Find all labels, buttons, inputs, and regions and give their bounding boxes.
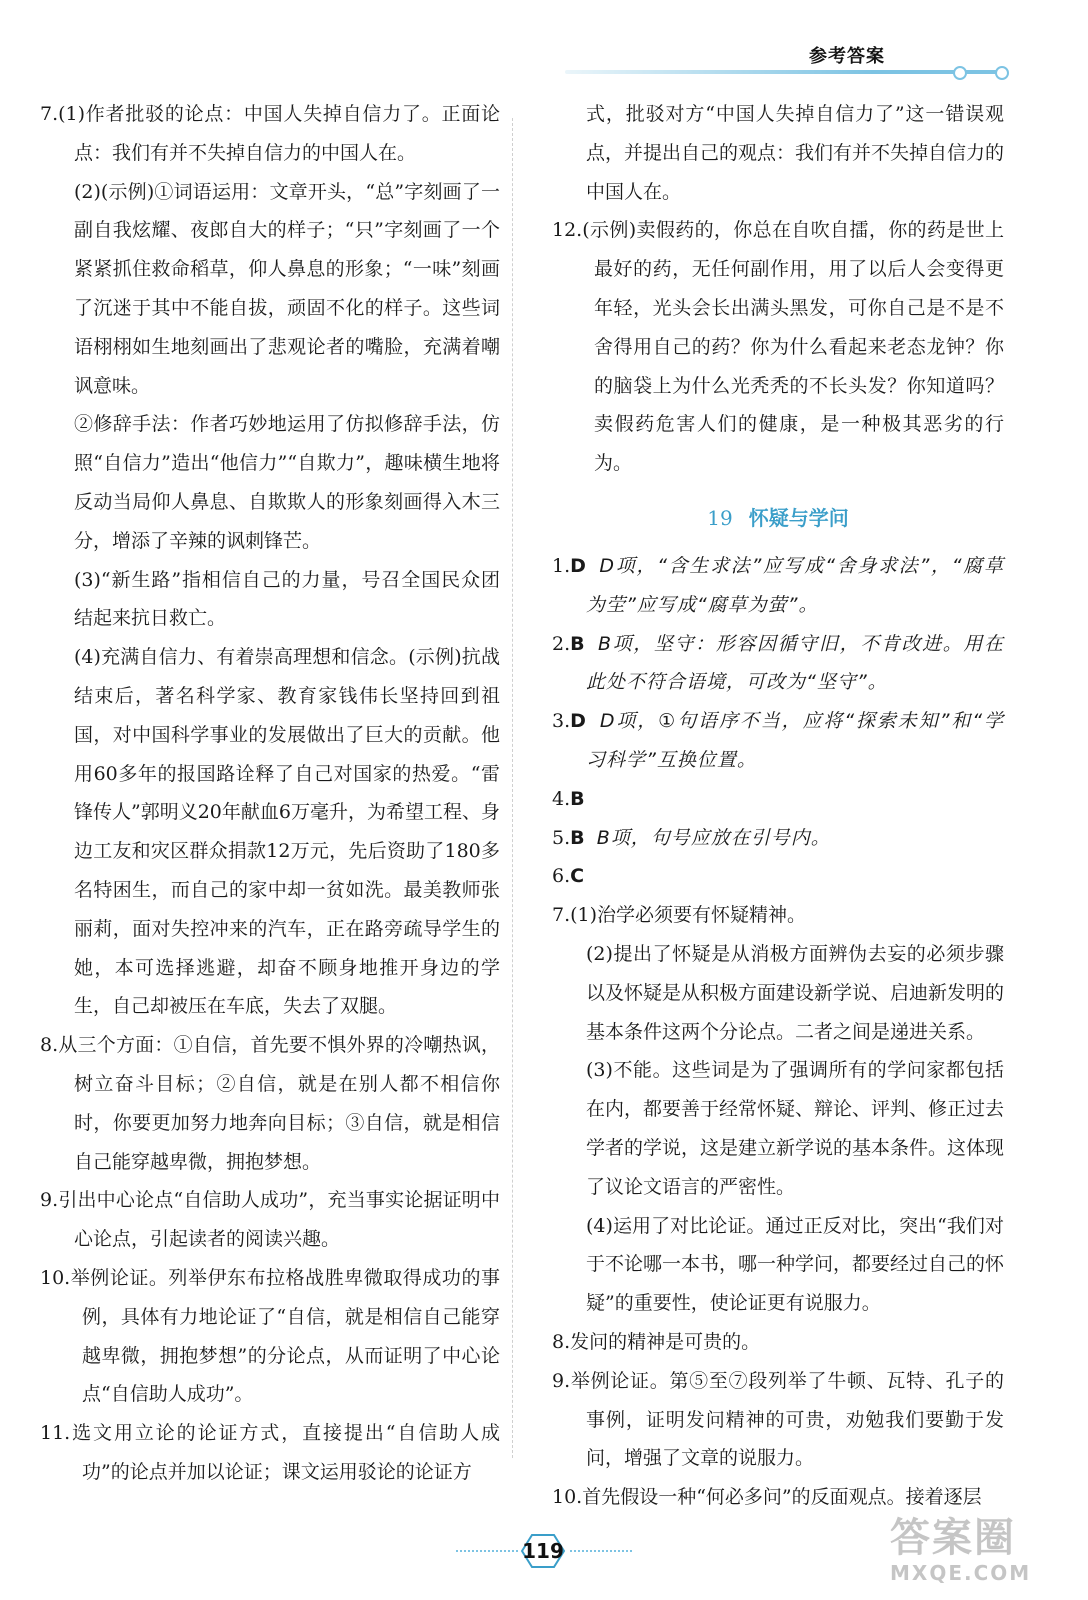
watermark-logo <box>890 1515 1080 1595</box>
answer-19-8: 8.发问的精神是可贵的。 <box>552 1330 761 1353</box>
choice-answer-2 <box>552 625 1004 703</box>
answer-7-4: (4)充满自信力、有着崇高理想和信念。(示例)抗战结束后，著名科学家、教育家钱伟长坚持回到祖国，对中国科学事业的发展做出了巨大的贡献。他用60多年的报国路诠释了自己对国家的热爱。“雷锋传人”郭明义20年献血6万毫升，为希望工程、身边工友和灾区群众捐款12万元，先后资助了180多名特困生，而自己的家中却一贫如洗。最美教师张丽莉，面对失控冲来的汽车，正在路旁疏导学生的她，本可选择逃避，却奋不顾身地推开身边的学生，自己却被压在车底，失去了双腿。 <box>74 646 500 1018</box>
answer-number: 4. <box>552 787 571 810</box>
choice-answer-4 <box>552 780 1004 819</box>
answer-letter: D <box>570 554 586 577</box>
answer-7-3: (3)“新生路”指相信自己的力量，号召全国民众团结起来抗日救亡。 <box>74 568 500 630</box>
header-dot-icon <box>995 66 1009 80</box>
answer-19-7-2: (2)提出了怀疑是从消极方面辨伪去妄的必须步骤以及怀疑是从积极方面建设新学说、启迪新发明的基本条件这两个分论点。二者之间是递进关系。 <box>586 942 1005 1043</box>
answer-letter: B <box>570 826 585 849</box>
answer-explanation: B项，坚守：形容因循守旧，不肯改进。用在此处不符合语境，可改为“坚守”。 <box>586 632 1004 694</box>
answer-19-9: 9.举例论证。第⑤至⑦段列举了牛顿、瓦特、孔子的事例，证明发问精神的可贵，劝勉我们要勤于发问，增强了文章的说服力。 <box>552 1369 1004 1470</box>
answer-explanation: D项，①句语序不当，应将“探索未知”和“学习科学”互换位置。 <box>586 710 1004 771</box>
answer-12: 12.(示例)卖假药的，你总在自吹自擂，你的药是世上最好的药，无任何副作用，用了以后人会变得更年轻，光头会长出满头黑发，可你自己是不是不舍得用自己的药？你为什么看起来老态龙钟？你的脑袋上为什么光秃秃的不长头发？你知道吗？卖假药危害人们的健康，是一种极其恶劣的行为。 <box>552 219 1004 475</box>
answer-19-7-1: 7.(1)治学必须要有怀疑精神。 <box>552 904 807 927</box>
header-rule <box>565 70 1005 74</box>
answer-10: 10.举例论证。列举伊东布拉格战胜卑微取得成功的事例，具体有力地论证了“自信，就是相信自己能穿越卑微，拥抱梦想”的分论点，从而证明了中心论点“自信助人成功”。 <box>40 1266 500 1406</box>
choice-answer-3 <box>552 702 1004 780</box>
page-number: 119 <box>522 1539 564 1563</box>
watermark-url: MXQE.COM <box>890 1561 1032 1585</box>
answer-explanation: B项，句号应放在引号内。 <box>596 826 831 849</box>
right-column <box>552 95 1004 1517</box>
answer-explanation: D项，“含生求法”应写成“舍身求法”，“腐草为茔”应写成“腐草为萤”。 <box>586 554 1004 616</box>
answer-number: 3. <box>552 710 571 733</box>
answer-number: 1. <box>552 554 571 577</box>
section-title: 怀疑与学问 <box>748 505 849 530</box>
answer-7-1: 7.(1)作者批驳的论点：中国人失掉自信力了。正面论点：我们有并不失掉自信力的中国人在。 <box>40 103 500 164</box>
page-footer <box>456 1531 632 1571</box>
left-column <box>40 95 500 1492</box>
page-header <box>565 38 1015 88</box>
footer-dotted-rule <box>570 1550 632 1552</box>
section-number: 19 <box>707 505 733 530</box>
answer-19-7-4: (4)运用了对比论证。通过正反对比，突出“我们对于不论哪一本书，哪一种学问，都要经过自己的怀疑”的重要性，使论证更有说服力。 <box>586 1214 1005 1315</box>
section-heading <box>552 499 1004 537</box>
answer-11: 11.选文用立论的论证方式，直接提出“自信助人成功”的论点并加以论证；课文运用驳论的论证方 <box>40 1422 500 1483</box>
answer-number: 2. <box>552 632 571 655</box>
answer-letter: C <box>570 865 585 888</box>
answer-19-7-3: (3)不能。这些词是为了强调所有的学问家都包括在内，都要善于经常怀疑、辩论、评判、修正过去学者的学说，这是建立新学说的基本条件。这体现了议论文语言的严密性。 <box>586 1059 1005 1198</box>
header-dot-icon <box>953 66 967 80</box>
column-divider <box>512 118 513 1458</box>
answer-number: 5. <box>552 826 571 849</box>
footer-dotted-rule <box>456 1550 518 1552</box>
header-title: 参考答案 <box>809 46 885 67</box>
choice-answer-5 <box>552 819 1004 858</box>
choice-answer-6 <box>552 857 1004 896</box>
answer-number: 6. <box>552 865 571 888</box>
watermark-text: 答案圈 <box>890 1515 1016 1561</box>
page-number-badge <box>516 1531 570 1571</box>
answer-7-2: (2)(示例)①词语运用：文章开头，“总”字刻画了一副自我炫耀、夜郎自大的样子；“只”字刻画了一个紧紧抓住救命稻草，仰人鼻息的形象；“一味”刻画了沉迷于其中不能自拔，顽固不化的样子。这些词语栩栩如生地刻画出了悲观论者的嘴脸，充满着嘲讽意味。 <box>74 180 500 397</box>
answer-9: 9.引出中心论点“自信助人成功”，充当事实论据证明中心论点，引起读者的阅读兴趣。 <box>40 1189 500 1251</box>
answer-letter: B <box>570 787 585 810</box>
answer-letter: B <box>570 632 585 655</box>
answer-19-10: 10.首先假设一种“何必多问”的反面观点。接着逐层 <box>552 1486 982 1509</box>
choice-answer-1 <box>552 547 1004 625</box>
answer-letter: D <box>570 710 586 733</box>
answer-8: 8.从三个方面：①自信，首先要不惧外界的冷嘲热讽，树立奋斗目标；②自信，就是在别人都不相信你时，你要更加努力地奔向目标；③自信，就是相信自己能穿越卑微，拥抱梦想。 <box>40 1034 500 1173</box>
answer-11-continued: 式，批驳对方“中国人失掉自信力了”这一错误观点，并提出自己的观点：我们有并不失掉自信力的中国人在。 <box>586 103 1005 203</box>
answer-7-2-rhetoric: ②修辞手法：作者巧妙地运用了仿拟修辞手法，仿照“自信力”造出“他信力”“自欺力”，趣味横生地将反动当局仰人鼻息、自欺欺人的形象刻画得入木三分，增添了辛辣的讽刺锋芒。 <box>74 413 500 552</box>
